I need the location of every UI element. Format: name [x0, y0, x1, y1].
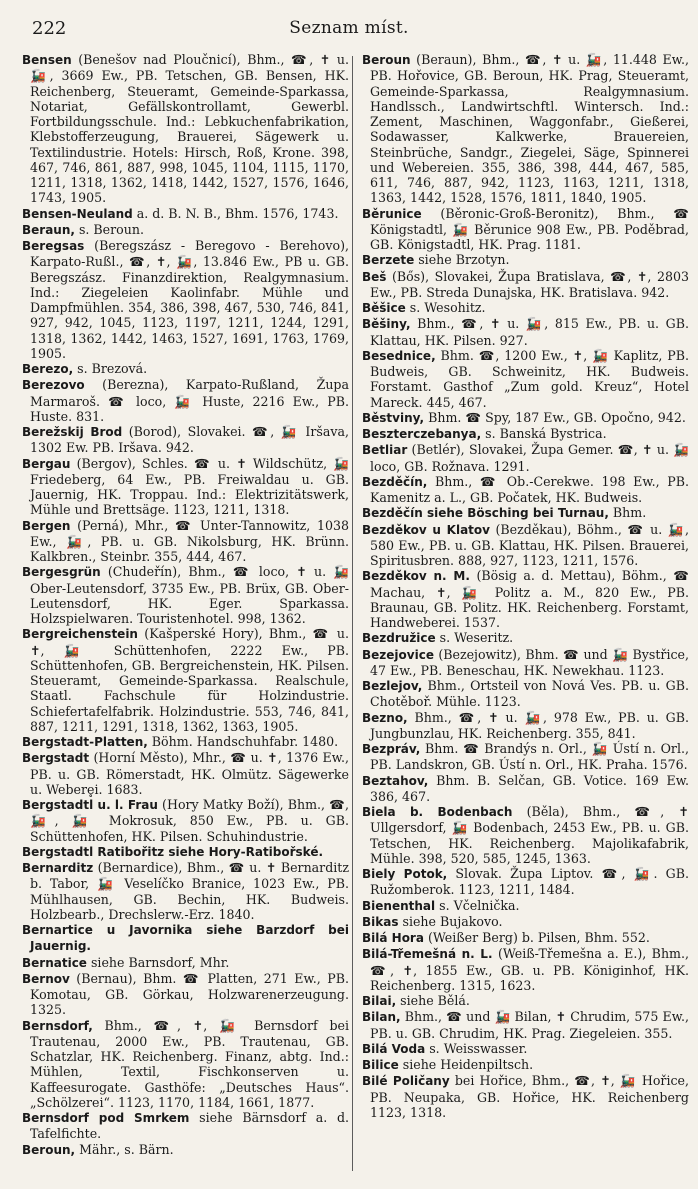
entry-text: siehe Barnsdorf, Mhr.	[86, 954, 230, 970]
entry-headword: Bergstadtl Ratibořitz siehe Hory-Ratibořské.	[22, 844, 324, 859]
gazetteer-entry	[362, 252, 689, 268]
entry-text: (Berezna), Karpato-Rußland, Župa Marmaroš. ☎ loco, 🚂 Huste, 2216 Ew., PB. Huste. 831.	[30, 377, 349, 424]
right-column	[362, 52, 689, 1177]
entry-text: (Bős), Slovakei, Župa Bratislava, ☎, ✝, 2803 Ew., PB. Streda Dunajska, HK. Bratislava. 942.	[370, 268, 689, 300]
gazetteer-entry	[22, 222, 349, 238]
entry-text: (Kašperské Hory), Bhm., ☎ u. ✝, 🚂 Schüttenhofen, 2222 Ew., PB. Schüttenhofen, GB. Bergreichenstein, HK. Pilsen. Steueramt, Gemeinde-Sparkassa. Realschule, Staatl. Fachschule für Holzindustrie. Schiefertafelfabrik. Holzindustrie. 553, 746, 841, 887, 1211, 1291, 1318, 1362, 1363, 1905.	[30, 626, 349, 734]
gazetteer-entry	[22, 206, 349, 222]
gazetteer-entry	[22, 797, 349, 844]
gazetteer-entry	[362, 269, 689, 301]
left-column	[22, 52, 349, 1177]
entry-headword: Bernatice	[22, 955, 87, 970]
entry-headword: Běrunice	[362, 206, 422, 221]
entry-headword: Bezejovice	[362, 647, 434, 662]
entry-headword: Beroun,	[22, 1142, 76, 1157]
gazetteer-entry	[22, 1018, 349, 1111]
entry-headword: Bernarditz	[22, 861, 94, 875]
gazetteer-entry	[22, 971, 349, 1018]
entry-text: siehe Heidenpiltsch.	[398, 1057, 534, 1072]
entry-headword: Beztahov,	[362, 773, 429, 788]
gazetteer-entry	[362, 426, 689, 442]
gazetteer-entry	[362, 647, 689, 679]
gazetteer-entry	[22, 361, 349, 377]
entry-headword: Bensen-Neuland	[22, 206, 133, 221]
entry-text: (Bösig a. d. Mettau), Böhm., ☎ Machau, ✝, 🚂 Politz a. M., 820 Ew., PB. Braunau, GB. Politz. HK. Reichenberg. Forstamt, Handweberei. 1537.	[370, 568, 689, 630]
entry-headword: Bergreichenstein	[22, 627, 138, 642]
gazetteer-entry	[362, 630, 689, 646]
gazetteer-entry	[362, 1009, 689, 1041]
entry-headword: Beš	[362, 269, 387, 284]
gazetteer-entry	[22, 626, 349, 734]
entry-text: s. Včelnička.	[435, 897, 520, 913]
entry-text: (Beregszász - Beregovo - Berehovo), Karpato-Rußl., ☎, ✝, 🚂, 13.846 Ew., PB u. GB. Beregszász. Finanzdirektion, Realgymnasium. Ind.: Ziegeleien Kaolinfabr. Mühle und Dampfmühlen. 354, 386, 398, 467, 530, 746, 841, 927, 942, 1045, 1123, 1197, 1211, 1244, 1291, 1318, 1362, 1442, 1463, 1527, 1691, 1763, 1769, 1905.	[30, 238, 349, 361]
entry-headword: Bienenthal	[362, 898, 436, 913]
entry-headword: Běšice	[362, 301, 406, 315]
entry-text: Bhm. B. Selčan, GB. Votice. 169 Ew. 386, 467.	[370, 772, 689, 804]
entry-text: siehe Bujakovo.	[398, 913, 503, 929]
entry-headword: Bernsdorf,	[22, 1018, 93, 1033]
entry-text: Slovak. Župa Liptov. ☎, 🚂. GB. Ružomberok. 1123, 1211, 1484.	[370, 866, 689, 898]
gazetteer-entry	[22, 456, 349, 518]
entry-text: siehe Brzotyn.	[414, 252, 510, 268]
entry-headword: Berzete	[362, 253, 415, 268]
entry-text: (Bezděkau), Böhm., ☎ u. 🚂, 580 Ew., PB. u. GB. Klattau, HK. Pilsen. Brauerei, Spiritusbren. 888, 927, 1123, 1211, 1576.	[370, 521, 689, 568]
entry-text: (Beraun), Bhm., ☎, ✝ u. 🚂, 11.448 Ew., PB. Hořovice, GB. Beroun, HK. Prag, Steueramt, Gemeinde-Sparkassa, Realgymnasium. Handlssch., Landwirtschftl. Wintersch. Ind.: Zement, Maschinen, Waggonfabr., Gießerei, Sodawasser, Kalkwerke, Brauereien, Steinbrüche, Sandgr., Ziegelei, Säge, Spinnerei und Webereien. 355, 386, 398, 444, 467, 585, 611, 746, 887, 942, 1123, 1163, 1211, 1318, 1363, 1442, 1528, 1576, 1811, 1840, 1905.	[370, 52, 689, 206]
entry-text: (Bezejowitz), Bhm. ☎ und 🚂 Bystřice, 47 Ew., PB. Beneschau, HK. Newekhau. 1123.	[370, 646, 689, 678]
entry-text: s. Weseritz.	[435, 630, 514, 646]
gazetteer-entry	[22, 955, 349, 971]
entry-text: (Benešov nad Ploučnicí), Bhm., ☎, ✝ u. 🚂, 3669 Ew., PB. Tetschen, GB. Bensen, HK. Reichenberg, Steueramt, Gemeinde-Sparkassa, Notariat, Gefällskontrollamt, Gewerbl. Fortbildungsschule. Ind.: Lebkuchenfabrikation, Klebstofferzeugung, Brauerei, Sägewerk u. Textilindustrie. Hotels: Hirsch, Roß, Krone. 398, 467, 746, 861, 887, 998, 1045, 1104, 1115, 1170, 1211, 1318, 1362, 1418, 1442, 1527, 1576, 1646, 1743, 1905.	[30, 52, 349, 206]
gazetteer-entry	[362, 710, 689, 742]
page-number: 222	[32, 18, 67, 39]
entry-headword: Biela b. Bodenbach	[362, 805, 513, 819]
gazetteer-entry	[362, 993, 689, 1009]
entry-headword: Bernsdorf pod Smrkem	[22, 1111, 190, 1125]
gazetteer-entry	[362, 568, 689, 630]
entry-text: a. d. B. N. B., Bhm. 1576, 1743.	[132, 205, 339, 221]
entry-text: bei Hořice, Bhm., ☎, ✝, 🚂 Hořice, PB. Neupaka, GB. Hořice, HK. Reichenberg 1123, 1318.	[370, 1073, 689, 1120]
entry-headword: Bensen	[22, 53, 72, 67]
entry-text: siehe Bělá.	[396, 993, 470, 1008]
entry-headword: Bezlejov,	[362, 679, 423, 693]
gazetteer-entry	[362, 442, 689, 474]
gazetteer-entry	[22, 750, 349, 797]
entry-text: Bhm., Ortsteil von Nová Ves. PB. u. GB. Chotěboř. Mühle. 1123.	[370, 678, 689, 710]
entry-headword: Beroun	[362, 53, 411, 67]
gazetteer-entry	[362, 52, 689, 206]
gazetteer-entry	[22, 424, 349, 456]
gazetteer-entry	[362, 505, 689, 521]
entry-headword: Bilan,	[362, 1010, 401, 1025]
entry-headword: Bilai,	[362, 994, 397, 1008]
entry-text: Bhm., ☎ und 🚂 Bilan, ✝ Chrudim, 575 Ew., PB. u. GB. Chrudim, HK. Prag. Ziegeleien. 355.	[370, 1009, 689, 1041]
entry-headword: Bergen	[22, 518, 71, 533]
gazetteer-entry	[362, 1041, 689, 1057]
gazetteer-entry	[362, 410, 689, 426]
gazetteer-entry	[362, 914, 689, 930]
gazetteer-entry	[22, 52, 349, 206]
entry-text: (Betlér), Slovakei, Župa Gemer. ☎, ✝ u. 🚂 loco, GB. Rožnava. 1291.	[370, 442, 689, 474]
entry-headword: Beregsas	[22, 239, 85, 253]
entry-headword: Berezo,	[22, 362, 74, 376]
entry-text: (Borod), Slovakei. ☎, 🚂 Iršava, 1302 Ew. PB. Iršava. 942.	[30, 424, 349, 456]
entry-headword: Beraun,	[22, 222, 75, 237]
entry-headword: Besednice,	[362, 348, 436, 363]
entry-text: Bhm., ☎, ✝ u. 🚂, 815 Ew., PB. u. GB. Klattau, HK. Pilsen. 927.	[370, 316, 689, 348]
gazetteer-entry	[362, 930, 689, 946]
entry-headword: Bilá Voda	[362, 1041, 426, 1056]
entry-headword: Bilá-Třemešná n. L.	[362, 947, 493, 962]
entry-text: Bhm., ☎ Ob.-Cerekwe. 198 Ew., PB. Kamenitz a. L., GB. Počatek, HK. Budweis.	[370, 473, 689, 505]
gazetteer-entry	[362, 348, 689, 410]
entry-headword: Bergesgrün	[22, 565, 101, 580]
entry-text: (Perná), Mhr., ☎ Unter-Tannowitz, 1038 Ew., 🚂, PB. u. GB. Nikolsburg, HK. Brünn. Kalkbren., Steinbr. 355, 444, 467.	[30, 517, 349, 564]
entry-text: (Chudeřín), Bhm., ☎ loco, ✝ u. 🚂 Ober-Leutensdorf, 3735 Ew., PB. Brüx, GB. Ober-Leutensdorf, HK. Eger. Sparkassa. Holzspielwaren. Touristenhotel. 998, 1362.	[30, 564, 349, 626]
entry-headword: Bergstadtl u. l. Frau	[22, 798, 158, 812]
entry-text: (Bernardice), Bhm., ☎ u. ✝ Bernarditz b. Tabor, 🚂 Veselíčko Branice, 1023 Ew., PB. Mühlhausen, GB. Bechin, HK. Budweis. Holzbearb., Drechslerw.-Erz. 1840.	[30, 860, 349, 922]
entry-text: (Bernau), Bhm. ☎ Platten, 271 Ew., PB. Komotau, GB. Görkau, Holzwarenerzeugung. 1325.	[30, 970, 349, 1018]
gazetteer-entry	[362, 1073, 689, 1120]
entry-text: (Horní Město), Mhr., ☎ u. ✝, 1376 Ew., PB. u. GB. Römerstadt, HK. Olmütz. Sägewerke u. Webere̥i. 1683.	[30, 750, 349, 797]
gazetteer-entry	[362, 300, 689, 316]
entry-headword: Beszterczebanya,	[362, 427, 482, 441]
entry-text: s. Wesohitz.	[405, 300, 486, 315]
entry-headword: Běstviny,	[362, 410, 425, 425]
gazetteer-entry	[362, 474, 689, 506]
entry-text: (Hory Matky Boží), Bhm., ☎, 🚂, 🚂 Mokrosuk, 850 Ew., PB. u. GB. Schüttenhofen, HK. Pilsen. Schuhindustrie.	[30, 797, 349, 844]
gazetteer-entry	[22, 922, 349, 955]
gazetteer-entry	[22, 518, 349, 565]
entry-text: Bhm., ☎, ✝ u. 🚂, 978 Ew., PB. u. GB. Jungbunzlau, HK. Reichenberg. 355, 841.	[370, 709, 689, 741]
entry-text: (Weiß-Třemešna a. E.), Bhm., ☎, ✝, 1855 Ew., GB. u. PB. Königinhof, HK. Reichenberg. 1315, 1623.	[370, 946, 689, 993]
entry-text: s. Weisswasser.	[425, 1040, 528, 1056]
gazetteer-entry	[22, 1110, 349, 1142]
gazetteer-entry	[362, 898, 689, 914]
entry-headword: Bergstadt	[22, 751, 90, 766]
entry-text: Bhm. ☎ Brandýs n. Orl., 🚂 Ústí n. Orl., PB. Landskron, GB. Ústí n. Orl., HK. Praha. 1576.	[370, 741, 689, 773]
entry-headword: Bernov	[22, 971, 70, 986]
entry-headword: Biely Potok,	[362, 867, 448, 881]
running-title: Seznam míst.	[289, 18, 409, 38]
gazetteer-entry	[22, 238, 349, 361]
gazetteer-entry	[22, 1142, 349, 1158]
entry-headword: Betliar	[362, 443, 408, 458]
entry-headword: Bezdružice	[362, 631, 436, 646]
entry-headword: Bikas	[362, 914, 399, 929]
gazetteer-entry	[22, 734, 349, 750]
entry-text: (Bergov), Schles. ☎ u. ✝ Wildschütz, 🚂 Friedeberg, 64 Ew., PB. Freiwaldau u. GB. Jauernig, HK. Troppau. Ind.: Elektrizitätswerk, Mühle und Brettsäge. 1123, 1211, 1318.	[30, 455, 349, 518]
gazetteer-entry	[22, 860, 349, 922]
entry-headword: Bezno,	[362, 710, 408, 725]
gazetteer-entry	[362, 522, 689, 569]
entry-text: s. Banská Bystrica.	[481, 426, 607, 441]
entry-text: Mähr., s. Bärn.	[75, 1141, 174, 1157]
gazetteer-entry	[362, 1057, 689, 1073]
entry-headword: Bergstadt-Platten,	[22, 735, 148, 749]
gazetteer-entry	[22, 564, 349, 626]
entry-headword: Berezovo	[22, 378, 85, 393]
gazetteer-entry	[362, 946, 689, 993]
entry-text: Bhm., ☎, ✝, 🚂 Bernsdorf bei Trautenau, 2000 Ew., PB. Trautenau, GB. Schatzlar, HK. Reichenberg. Finanz, abtg. Ind.: Mühlen, Textil, Fischkonserven u. Kaffeesurogate. Gasthöfe: „Deutsches Haus“. „Schölzerei“. 1123, 1170, 1184, 1661, 1877.	[30, 1017, 349, 1110]
gazetteer-entry	[362, 206, 689, 253]
gazetteer-entry	[362, 316, 689, 348]
entry-headword: Bezděkov u Klatov	[362, 522, 490, 537]
gazetteer-entry	[362, 804, 689, 866]
entry-headword: Bergau	[22, 456, 71, 471]
entry-headword: Bezděkov n. M.	[362, 569, 470, 584]
entry-text: (Běronic-Groß-Beronitz), Bhm., ☎ Königstadtl, 🚂 Běrunice 908 Ew., PB. Poděbrad, GB. Königstadtl, HK. Prag. 1181.	[370, 205, 689, 252]
entry-headword: Bilice	[362, 1058, 399, 1072]
gazetteer-entry	[362, 773, 689, 805]
entry-headword: Běšiny,	[362, 317, 411, 332]
entry-headword: Berežskij Brod	[22, 425, 123, 439]
entry-text: s. Brezová.	[73, 361, 148, 376]
entry-headword: Bilá Hora	[362, 931, 424, 945]
gazetteer-entry	[22, 377, 349, 424]
entry-headword: Bezděčín siehe Bösching bei Turnau,	[362, 506, 609, 521]
entry-text: Böhm. Handschuhfabr. 1480.	[147, 734, 339, 749]
entry-text: (Běla), Bhm., ☎, ✝ Ullgersdorf, 🚂 Bodenbach, 2453 Ew., PB. u. GB. Tetschen, HK. Reichenberg. Majolikafabrik, Mühle. 398, 520, 585, 1245, 1363.	[370, 804, 689, 866]
gazetteer-entry	[22, 844, 349, 860]
entry-text: Bhm. ☎ Spy, 187 Ew., GB. Opočno, 942.	[424, 409, 686, 425]
entry-text: Bhm. ☎, 1200 Ew., ✝, 🚂 Kaplitz, PB. Budweis, GB. Schweinitz, HK. Budweis. Forstamt. Gasthof „Zum gold. Kreuz“, Hotel Mareck. 445, 467.	[370, 347, 689, 410]
column-divider	[352, 56, 353, 1171]
entry-text: s. Beroun.	[74, 221, 144, 237]
page-header	[20, 16, 678, 40]
gazetteer-entry	[362, 741, 689, 773]
entry-headword: Bernartice u Javornika siehe Barzdorf bei Jauernig.	[22, 923, 349, 954]
gazetteer-entry	[362, 866, 689, 898]
entry-headword: Bezpráv,	[362, 742, 421, 756]
entry-headword: Bilé Poličany	[362, 1074, 450, 1089]
entry-text: Bhm.	[608, 505, 647, 521]
gazetteer-entry	[362, 678, 689, 710]
entry-text: siehe Bärnsdorf a. d. Tafelfichte.	[30, 1110, 349, 1142]
entry-text: (Weißer Berg) b. Pilsen, Bhm. 552.	[423, 930, 650, 945]
entry-headword: Bezděčín,	[362, 474, 428, 489]
